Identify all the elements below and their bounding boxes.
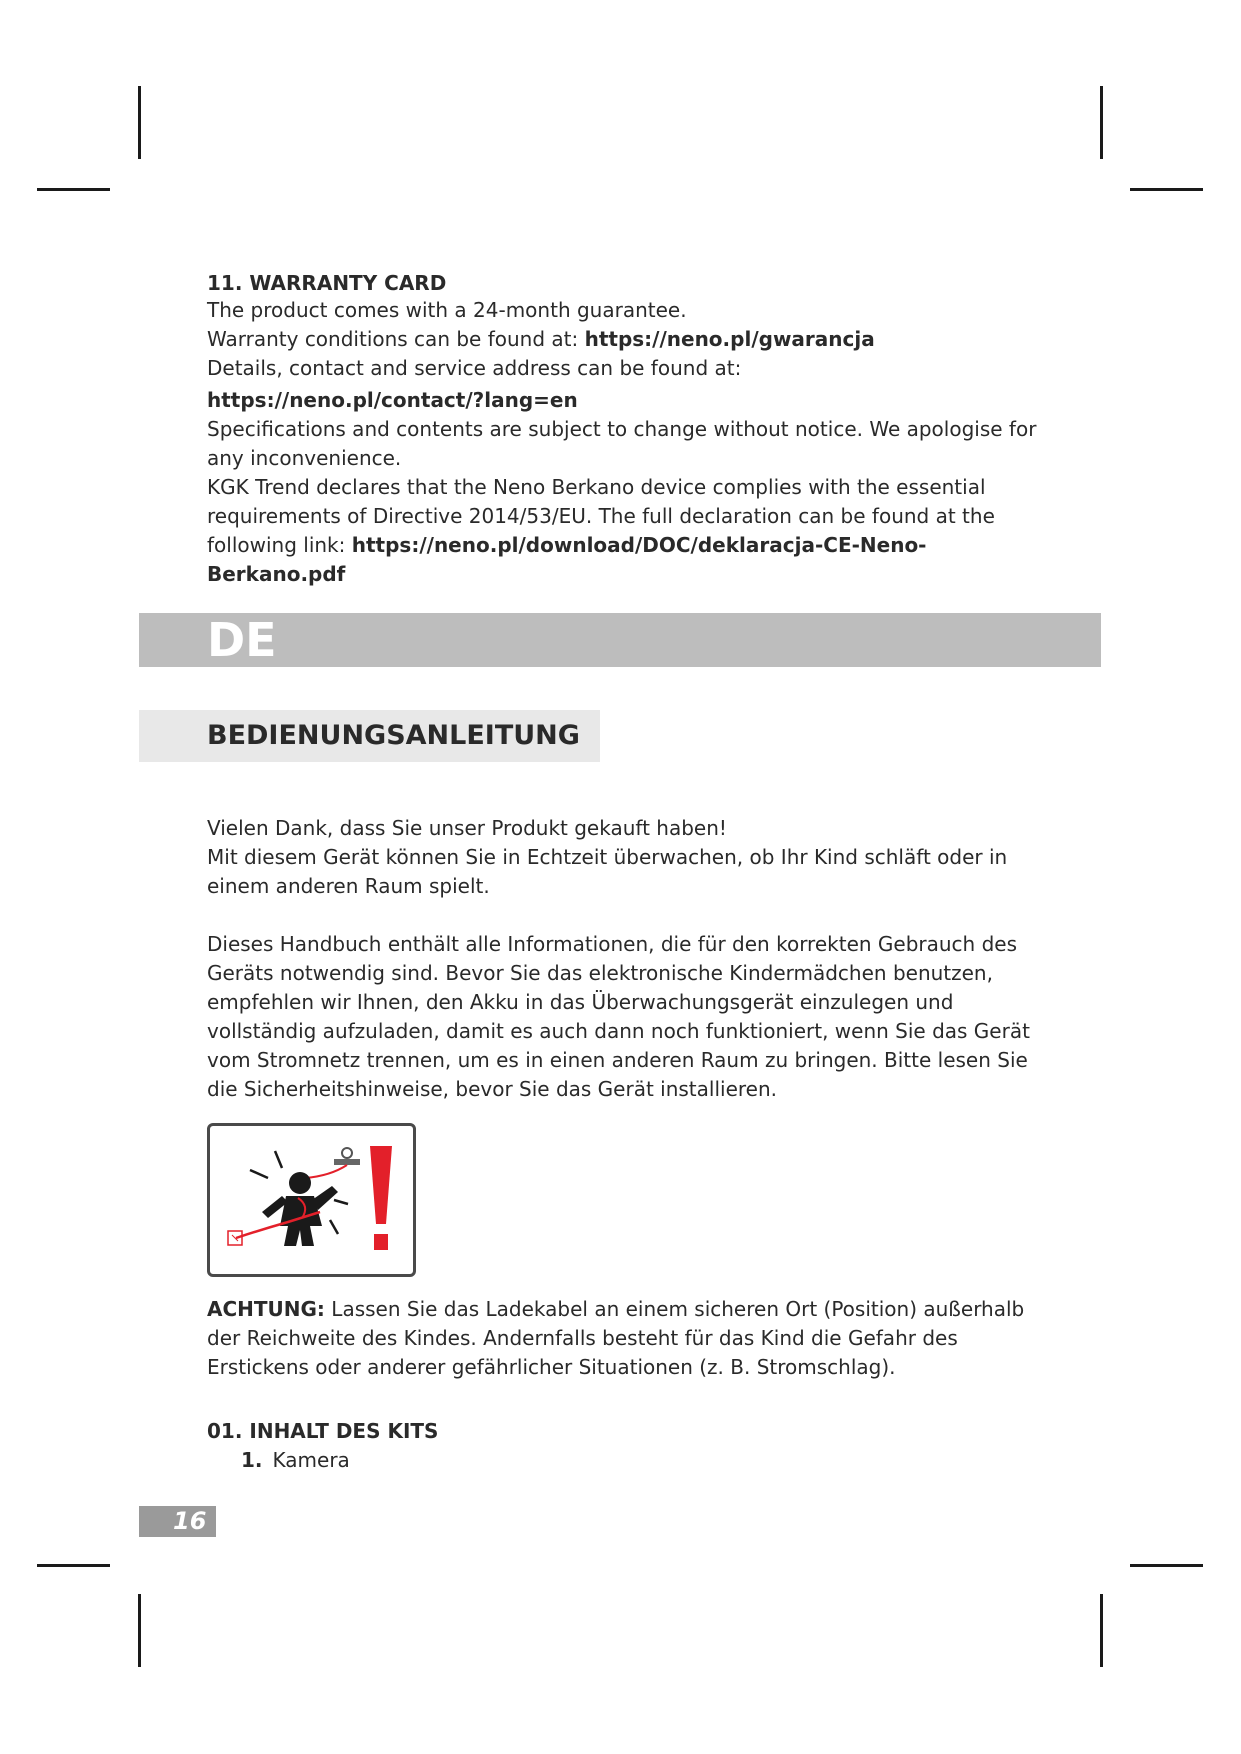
handbook-paragraph: Dieses Handbuch enthält alle Informationen, die für den korrekten Gebrauch des Geräts notwendig sind. Bevor Sie das elektronische Kindermädchen benutzen, empfehlen wir Ihnen, den Akku in das Überwachungsgerät einzulegen und vollständig aufzuladen, damit es auch dann noch funktioniert, wenn Sie das Gerät vom Stromnetz trennen, um es in einen anderen Raum zu bringen. Bitte lesen Sie die Sicherheitshinweise, bevor Sie das Gerät installieren. xyxy=(207,932,1030,1101)
declaration-text: KGK Trend declares that the Neno Berkano device complies with the essential requirements of Directive 2014/53/EU. The full declaration can be found at the following link: xyxy=(207,475,995,557)
language-header-bar xyxy=(139,613,1101,667)
intro-line-2: Mit diesem Gerät können Sie in Echtzeit überwachen, ob Ihr Kind schläft oder in einem anderen Raum spielt. xyxy=(207,845,1008,898)
achtung-section xyxy=(207,1295,1057,1382)
crop-mark-bottom-left-v xyxy=(138,1594,141,1667)
crop-mark-top-left-h xyxy=(37,188,110,191)
warranty-notice: Specifications and contents are subject to change without notice. We apologise for any inconvenience. xyxy=(207,417,1037,470)
kit-item-number: 1. xyxy=(241,1448,263,1472)
warranty-line-1: The product comes with a 24-month guarantee. xyxy=(207,298,687,322)
language-header: DE xyxy=(207,613,277,667)
manual-title: BEDIENUNGSANLEITUNG xyxy=(207,720,580,751)
warranty-line-3: Details, contact and service address can be found at: xyxy=(207,356,742,380)
page-number-badge xyxy=(139,1506,216,1537)
page-number: 16 xyxy=(173,1507,207,1535)
achtung-paragraph xyxy=(207,1295,1057,1382)
warranty-line-2 xyxy=(207,325,1057,354)
warranty-section xyxy=(207,270,1057,589)
warranty-conditions-text: Warranty conditions can be found at: xyxy=(207,327,585,351)
kit-section xyxy=(207,1417,1057,1475)
manual-title-bar xyxy=(139,710,600,762)
warranty-heading: 11. WARRANTY CARD xyxy=(207,271,447,295)
crop-mark-bottom-right-h xyxy=(1130,1564,1203,1567)
warranty-declaration xyxy=(207,473,1057,589)
intro-line-1: Vielen Dank, dass Sie unser Produkt gekauft haben! xyxy=(207,816,727,840)
achtung-text: Lassen Sie das Ladekabel an einem sicheren Ort (Position) außerhalb der Reichweite des Kindes. Andernfalls besteht für das Kind die Gefahr des Erstickens oder anderer gefährlicher Situationen (z. B. Stromschlag). xyxy=(207,1297,1025,1379)
intro-section xyxy=(207,814,1057,901)
declaration-link[interactable]: https://neno.pl/download/DOC/deklaracja-CE-Neno-Berkano.pdf xyxy=(207,533,927,586)
contact-link[interactable]: https://neno.pl/contact/?lang=en xyxy=(207,388,578,412)
list-item xyxy=(241,1446,1057,1475)
kit-item-label: Kamera xyxy=(272,1448,350,1472)
child-cable-hazard-icon xyxy=(210,1126,413,1274)
crop-mark-bottom-right-v xyxy=(1100,1594,1103,1667)
crop-mark-top-right-h xyxy=(1130,188,1203,191)
achtung-label: ACHTUNG: xyxy=(207,1297,325,1321)
crop-mark-bottom-left-h xyxy=(37,1564,110,1567)
cable-warning-pictogram xyxy=(207,1123,416,1277)
kit-heading: 01. INHALT DES KITS xyxy=(207,1419,439,1443)
crop-mark-top-right-v xyxy=(1100,86,1103,159)
warranty-conditions-link[interactable]: https://neno.pl/gwarancja xyxy=(584,327,875,351)
handbook-section xyxy=(207,930,1057,1104)
crop-mark-top-left-v xyxy=(138,86,141,159)
